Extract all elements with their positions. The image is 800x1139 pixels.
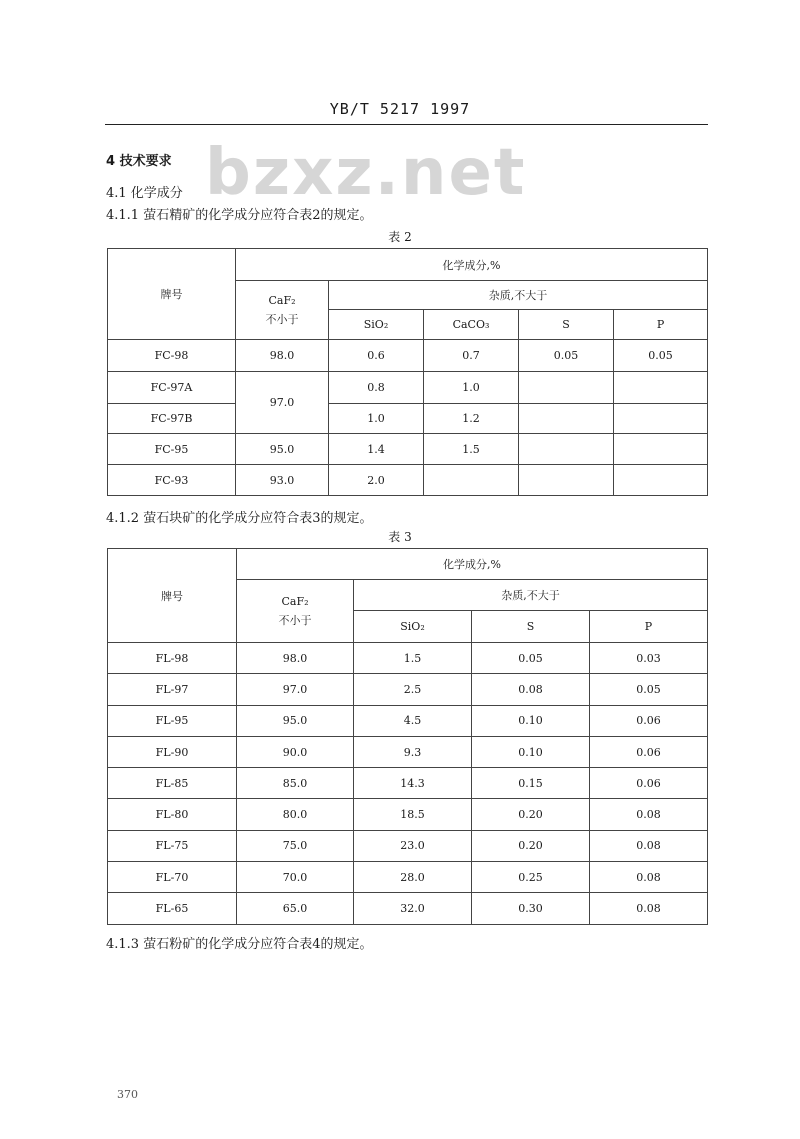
t3-sio2-cell: 23.0 xyxy=(354,830,472,861)
t2-s-cell xyxy=(519,434,614,465)
t3-grade-cell: FL-90 xyxy=(108,736,237,767)
t3-p-cell: 0.08 xyxy=(590,862,708,893)
t3-grade-cell: FL-65 xyxy=(108,893,237,924)
t3-caf2-cell: 97.0 xyxy=(237,674,354,705)
t2-s-cell xyxy=(519,404,614,434)
t2-s-cell: 0.05 xyxy=(519,340,614,372)
table-2 xyxy=(107,248,708,496)
t3-sio2-cell: 1.5 xyxy=(354,643,472,674)
table-row xyxy=(108,465,708,496)
t3-caf2-cell: 98.0 xyxy=(237,643,354,674)
t2-s-cell xyxy=(519,372,614,404)
t3-sio2-cell: 32.0 xyxy=(354,893,472,924)
t2-sio2-cell: 1.0 xyxy=(329,404,424,434)
t3-p-cell: 0.06 xyxy=(590,705,708,736)
t2-p-cell: 0.05 xyxy=(614,340,708,372)
t3-caf2-cell: 65.0 xyxy=(237,893,354,924)
t3-grade-header: 牌号 xyxy=(108,549,237,643)
t3-col-p: P xyxy=(590,611,708,643)
page-number: 370 xyxy=(117,1088,138,1101)
table-row xyxy=(108,372,708,404)
table-row xyxy=(108,404,708,434)
table-row xyxy=(108,893,708,924)
t2-caf2-header-line2: 不小于 xyxy=(265,312,299,326)
t3-grade-cell: FL-75 xyxy=(108,830,237,861)
t3-caf2-cell: 95.0 xyxy=(237,705,354,736)
t2-grade-cell: FC-93 xyxy=(108,465,236,496)
t2-col-p: P xyxy=(614,310,708,340)
t2-chem-header: 化学成分,% xyxy=(236,249,708,281)
t2-caco3-cell xyxy=(424,465,519,496)
t3-grade-cell: FL-85 xyxy=(108,768,237,799)
t2-col-sio2: SiO₂ xyxy=(329,310,424,340)
t2-caco3-cell: 1.2 xyxy=(424,404,519,434)
t2-col-s: S xyxy=(519,310,614,340)
t3-grade-cell: FL-97 xyxy=(108,674,237,705)
t3-col-sio2: SiO₂ xyxy=(354,611,472,643)
section-4-1-3-text: 4.1.3 萤石粉矿的化学成分应符合表4的规定。 xyxy=(106,937,373,952)
t2-caf2-cell: 97.0 xyxy=(236,372,329,434)
t2-sio2-cell: 1.4 xyxy=(329,434,424,465)
table-row xyxy=(108,340,708,372)
t2-caf2-header xyxy=(236,281,329,340)
t2-caco3-cell: 0.7 xyxy=(424,340,519,372)
section-4-1-2-text: 4.1.2 萤石块矿的化学成分应符合表3的规定。 xyxy=(106,511,373,526)
t3-chem-header: 化学成分,% xyxy=(237,549,708,580)
t3-caf2-cell: 80.0 xyxy=(237,799,354,830)
t3-s-cell: 0.25 xyxy=(472,862,590,893)
t3-caf2-header-line2: 不小于 xyxy=(278,613,312,627)
t3-caf2-cell: 70.0 xyxy=(237,862,354,893)
t3-s-cell: 0.10 xyxy=(472,705,590,736)
table-row xyxy=(108,434,708,465)
t3-s-cell: 0.20 xyxy=(472,830,590,861)
standard-code-header: YB/T 5217 1997 xyxy=(329,100,471,118)
watermark: bzxz.net xyxy=(205,136,527,210)
t2-grade-cell: FC-97B xyxy=(108,404,236,434)
table-row xyxy=(108,830,708,861)
section-4-heading: 4 技术要求 xyxy=(106,154,172,169)
t3-p-cell: 0.05 xyxy=(590,674,708,705)
t2-caco3-cell: 1.5 xyxy=(424,434,519,465)
t2-caf2-header-line1: CaF₂ xyxy=(268,293,296,307)
t2-p-cell xyxy=(614,465,708,496)
t2-p-cell xyxy=(614,372,708,404)
t3-sio2-cell: 18.5 xyxy=(354,799,472,830)
t3-sio2-cell: 14.3 xyxy=(354,768,472,799)
t3-sio2-cell: 28.0 xyxy=(354,862,472,893)
t3-grade-cell: FL-70 xyxy=(108,862,237,893)
t3-s-cell: 0.15 xyxy=(472,768,590,799)
t3-grade-cell: FL-80 xyxy=(108,799,237,830)
t2-sio2-cell: 0.8 xyxy=(329,372,424,404)
t3-s-cell: 0.08 xyxy=(472,674,590,705)
section-4-1-1-text: 4.1.1 萤石精矿的化学成分应符合表2的规定。 xyxy=(106,208,373,223)
t3-caf2-cell: 85.0 xyxy=(237,768,354,799)
table-3 xyxy=(107,548,708,925)
t2-p-cell xyxy=(614,434,708,465)
t2-grade-cell: FC-98 xyxy=(108,340,236,372)
t2-col-caco3: CaCO₃ xyxy=(424,310,519,340)
t2-impurity-header: 杂质,不大于 xyxy=(329,281,708,310)
t3-grade-cell: FL-95 xyxy=(108,705,237,736)
t3-caf2-header-line1: CaF₂ xyxy=(281,594,309,608)
t3-s-cell: 0.20 xyxy=(472,799,590,830)
t2-sio2-cell: 0.6 xyxy=(329,340,424,372)
t3-p-cell: 0.08 xyxy=(590,830,708,861)
t3-s-cell: 0.05 xyxy=(472,643,590,674)
table-row xyxy=(108,799,708,830)
table-2-caption: 表 2 xyxy=(388,230,412,244)
t2-grade-cell: FC-97A xyxy=(108,372,236,404)
t3-sio2-cell: 4.5 xyxy=(354,705,472,736)
t2-sio2-cell: 2.0 xyxy=(329,465,424,496)
t3-s-cell: 0.10 xyxy=(472,736,590,767)
t2-caf2-cell: 93.0 xyxy=(236,465,329,496)
t3-p-cell: 0.08 xyxy=(590,893,708,924)
table-row xyxy=(108,705,708,736)
t2-s-cell xyxy=(519,465,614,496)
t3-s-cell: 0.30 xyxy=(472,893,590,924)
t2-p-cell xyxy=(614,404,708,434)
t2-grade-cell: FC-95 xyxy=(108,434,236,465)
table-row xyxy=(108,674,708,705)
table-3-body xyxy=(108,643,708,925)
t3-col-s: S xyxy=(472,611,590,643)
t3-caf2-cell: 75.0 xyxy=(237,830,354,861)
t3-impurity-header: 杂质,不大于 xyxy=(354,580,708,611)
t3-grade-cell: FL-98 xyxy=(108,643,237,674)
t2-caco3-cell: 1.0 xyxy=(424,372,519,404)
t2-grade-header: 牌号 xyxy=(108,249,236,340)
t3-p-cell: 0.08 xyxy=(590,799,708,830)
t3-sio2-cell: 9.3 xyxy=(354,736,472,767)
table-3-caption: 表 3 xyxy=(388,530,412,544)
t3-caf2-header xyxy=(237,580,354,643)
t3-sio2-cell: 2.5 xyxy=(354,674,472,705)
t3-p-cell: 0.06 xyxy=(590,736,708,767)
t2-caf2-cell: 95.0 xyxy=(236,434,329,465)
t3-p-cell: 0.03 xyxy=(590,643,708,674)
table-row xyxy=(108,643,708,674)
header-rule xyxy=(105,124,708,125)
table-row xyxy=(108,736,708,767)
t3-caf2-cell: 90.0 xyxy=(237,736,354,767)
t2-caf2-cell: 98.0 xyxy=(236,340,329,372)
table-row xyxy=(108,768,708,799)
table-row xyxy=(108,862,708,893)
t3-p-cell: 0.06 xyxy=(590,768,708,799)
section-4-1-heading: 4.1 化学成分 xyxy=(106,186,183,201)
